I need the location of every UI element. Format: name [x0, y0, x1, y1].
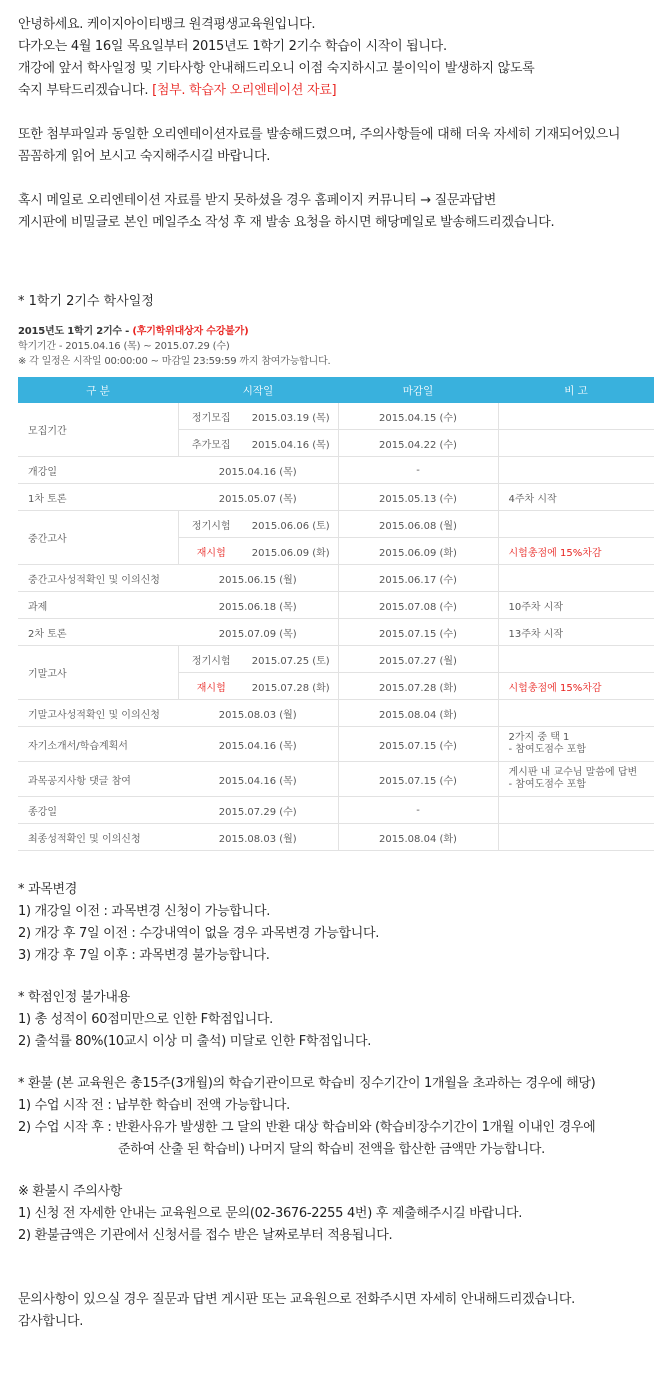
caution-title: ※ 환불시 주의사항	[18, 1184, 123, 1199]
row-sub: 정기시험	[178, 511, 244, 538]
spacer	[18, 1161, 658, 1181]
row-start: 2015.04.16 (목)	[178, 457, 338, 484]
table-row	[18, 403, 654, 430]
row-category: 기말고사	[18, 646, 178, 700]
header-end: 마감일	[338, 377, 498, 403]
row-note	[498, 797, 654, 824]
row-note-line: - 참여도점수 포함	[508, 744, 587, 755]
row-category: 모집기간	[18, 403, 178, 457]
table-header-row	[18, 377, 654, 403]
course-change-block	[18, 879, 658, 967]
row-start: 2015.07.25 (토)	[244, 646, 338, 673]
row-sub: 정기시험	[178, 646, 244, 673]
intro-line: 게시판에 비밀글로 본인 메일주소 작성 후 재 발송 요청을 하시면 해당메일로 발송해드리겠습니다.	[18, 215, 555, 230]
row-category: 중간고사성적확인 및 이의신청	[18, 565, 178, 592]
intro-paragraph-2	[18, 124, 658, 168]
caution-item: 2) 환불금액은 기관에서 신청서를 접수 받은 날짜로부터 적용됩니다.	[18, 1228, 393, 1243]
row-sub: 재시험	[178, 538, 244, 565]
row-end: 2015.04.22 (수)	[338, 430, 498, 457]
credit-item: 2) 출석률 80%(10교시 이상 미 출석) 미달로 인한 F학점입니다.	[18, 1034, 372, 1049]
spacer	[18, 967, 658, 987]
row-end: 2015.08.04 (화)	[338, 824, 498, 851]
table-row	[18, 484, 654, 511]
row-category: 과제	[18, 592, 178, 619]
row-note	[498, 762, 654, 797]
intro-line	[18, 80, 658, 102]
row-end: 2015.07.27 (월)	[338, 646, 498, 673]
document	[18, 14, 658, 1333]
row-start: 2015.06.06 (토)	[244, 511, 338, 538]
table-row	[18, 727, 654, 762]
row-category: 중간고사	[18, 511, 178, 565]
row-start: 2015.07.29 (수)	[178, 797, 338, 824]
row-end: 2015.07.28 (화)	[338, 673, 498, 700]
refund-title: * 환불 (본 교육원은 총15주(3개월)의 학습기관이므로 학습비 징수기간이 1개월을 초과하는 경우에 해당)	[18, 1076, 596, 1091]
table-row	[18, 511, 654, 538]
row-start: 2015.07.28 (화)	[244, 673, 338, 700]
row-note	[498, 511, 654, 538]
table-row	[18, 457, 654, 484]
row-start: 2015.04.16 (목)	[244, 430, 338, 457]
row-category: 1차 토론	[18, 484, 178, 511]
row-end: 2015.07.15 (수)	[338, 762, 498, 797]
closing-block	[18, 1289, 658, 1333]
caution-item: 1) 신청 전 자세한 안내는 교육원으로 문의(02-3676-2255 4번) 후 제출해주시길 바랍니다.	[18, 1206, 523, 1221]
header-note: 비 고	[498, 377, 654, 403]
intro-text: 숙지 부탁드리겠습니다.	[18, 83, 153, 98]
row-note	[498, 700, 654, 727]
row-category: 최종성적확인 및 이의신청	[18, 824, 178, 851]
course-change-item: 2) 개강 후 7일 이전 : 수강내역이 없을 경우 과목변경 가능합니다.	[18, 926, 380, 941]
intro-line: 안녕하세요. 케이지아이티뱅크 원격평생교육원입니다.	[18, 17, 316, 32]
row-start: 2015.08.03 (월)	[178, 824, 338, 851]
row-category: 자기소개서/학습계획서	[18, 727, 178, 762]
header-start: 시작일	[178, 377, 338, 403]
intro-line: 다가오는 4월 16일 목요일부터 2015년도 1학기 2기수 학습이 시작이 됩니다.	[18, 39, 447, 54]
row-note-line: 2가지 중 택 1	[508, 732, 570, 743]
schedule-section-title: * 1학기 2기수 학사일정	[18, 294, 154, 309]
intro-paragraph-1	[18, 14, 658, 102]
intro-paragraph-3	[18, 190, 658, 234]
row-end: -	[338, 457, 498, 484]
refund-block	[18, 1073, 658, 1161]
row-sub: 정기모집	[178, 403, 244, 430]
row-note	[498, 403, 654, 430]
row-end: 2015.07.08 (수)	[338, 592, 498, 619]
credit-block	[18, 987, 658, 1053]
row-end: -	[338, 797, 498, 824]
row-start: 2015.08.03 (월)	[178, 700, 338, 727]
table-row	[18, 646, 654, 673]
row-note	[498, 646, 654, 673]
intro-line: 혹시 메일로 오리엔테이션 자료를 받지 못하셨을 경우 홈페이지 커뮤니티 → 질문과답변	[18, 193, 496, 208]
schedule-title	[18, 324, 658, 339]
row-category: 개강일	[18, 457, 178, 484]
table-row	[18, 700, 654, 727]
credit-item: 1) 총 성적이 60점미만으로 인한 F학점입니다.	[18, 1012, 273, 1027]
notes-section	[18, 879, 658, 1333]
row-end: 2015.06.17 (수)	[338, 565, 498, 592]
row-sub: 추가모집	[178, 430, 244, 457]
spacer	[18, 1247, 658, 1289]
closing-line: 문의사항이 있으실 경우 질문과 답변 게시판 또는 교육원으로 전화주시면 자세히 안내해드리겠습니다.	[18, 1292, 575, 1307]
schedule-period: 학기기간 - 2015.04.16 (목) ~ 2015.07.29 (수)	[18, 341, 230, 352]
row-note: 시험총점에 15%차감	[498, 538, 654, 565]
closing-line: 감사합니다.	[18, 1314, 84, 1329]
course-change-item: 3) 개강 후 7일 이후 : 과목변경 불가능합니다.	[18, 948, 270, 963]
table-row	[18, 824, 654, 851]
attachment-link[interactable]: [첨부. 학습자 오리엔테이션 자료]	[152, 83, 337, 98]
row-note	[498, 727, 654, 762]
row-note: 시험총점에 15%차감	[498, 673, 654, 700]
course-change-title: * 과목변경	[18, 882, 78, 897]
row-start: 2015.05.07 (목)	[178, 484, 338, 511]
table-row	[18, 565, 654, 592]
row-note	[498, 457, 654, 484]
course-change-item: 1) 개강일 이전 : 과목변경 신청이 가능합니다.	[18, 904, 271, 919]
row-note: 10주차 시작	[498, 592, 654, 619]
row-note	[498, 430, 654, 457]
row-end: 2015.07.15 (수)	[338, 619, 498, 646]
credit-title: * 학점인정 불가내용	[18, 990, 130, 1005]
row-end: 2015.06.09 (화)	[338, 538, 498, 565]
table-row	[18, 762, 654, 797]
spacer	[18, 1053, 658, 1073]
row-start: 2015.03.19 (목)	[244, 403, 338, 430]
row-sub: 재시험	[178, 673, 244, 700]
intro-line: 개강에 앞서 학사일정 및 기타사항 안내해드리오니 이점 숙지하시고 불이익이 발생하지 않도록	[18, 61, 535, 76]
row-end: 2015.05.13 (수)	[338, 484, 498, 511]
row-end: 2015.06.08 (월)	[338, 511, 498, 538]
row-note-line: - 참여도점수 포함	[508, 779, 587, 790]
row-note	[498, 565, 654, 592]
row-note	[498, 824, 654, 851]
schedule-block	[18, 324, 658, 851]
row-start: 2015.06.15 (월)	[178, 565, 338, 592]
row-end: 2015.07.15 (수)	[338, 727, 498, 762]
row-category: 과목공지사항 댓글 참여	[18, 762, 178, 797]
refund-item: 1) 수업 시작 전 : 납부한 학습비 전액 가능합니다.	[18, 1098, 290, 1113]
table-row	[18, 619, 654, 646]
row-end: 2015.04.15 (수)	[338, 403, 498, 430]
row-start: 2015.06.09 (화)	[244, 538, 338, 565]
row-category: 2차 토론	[18, 619, 178, 646]
row-start: 2015.07.09 (목)	[178, 619, 338, 646]
row-start: 2015.04.16 (목)	[178, 762, 338, 797]
table-row	[18, 797, 654, 824]
schedule-note: ※ 각 일정은 시작일 00:00:00 ~ 마감일 23:59:59 까지 참여가능합니다.	[18, 356, 331, 367]
header-category: 구 분	[18, 377, 178, 403]
intro-line: 꼼꼼하게 읽어 보시고 숙지해주시길 바랍니다.	[18, 149, 271, 164]
refund-caution-block	[18, 1181, 658, 1247]
intro-line: 또한 첨부파일과 동일한 오리엔테이션자료를 발송해드렸으며, 주의사항들에 대해 더욱 자세히 기재되어있으니	[18, 127, 621, 142]
row-start: 2015.06.18 (목)	[178, 592, 338, 619]
schedule-table	[18, 377, 654, 851]
row-end: 2015.08.04 (화)	[338, 700, 498, 727]
schedule-title-warning: (후기학위대상자 수강불가)	[132, 326, 249, 337]
row-category: 기말고사성적확인 및 이의신청	[18, 700, 178, 727]
row-note-line: 게시판 내 교수님 말씀에 답변	[508, 767, 638, 778]
refund-item: 2) 수업 시작 후 : 반환사유가 발생한 그 달의 반환 대상 학습비와 (학습비장수기간이 1개월 이내인 경우에	[18, 1120, 596, 1135]
row-note: 4주차 시작	[498, 484, 654, 511]
row-note: 13주차 시작	[498, 619, 654, 646]
row-category: 종강일	[18, 797, 178, 824]
table-row	[18, 592, 654, 619]
row-start: 2015.04.16 (목)	[178, 727, 338, 762]
refund-item-continued: 준하여 산출 된 학습비) 나머지 달의 학습비 전액을 합산한 금액만 가능합니다.	[118, 1142, 545, 1157]
schedule-title-text: 2015년도 1학기 2기수 -	[18, 326, 133, 337]
